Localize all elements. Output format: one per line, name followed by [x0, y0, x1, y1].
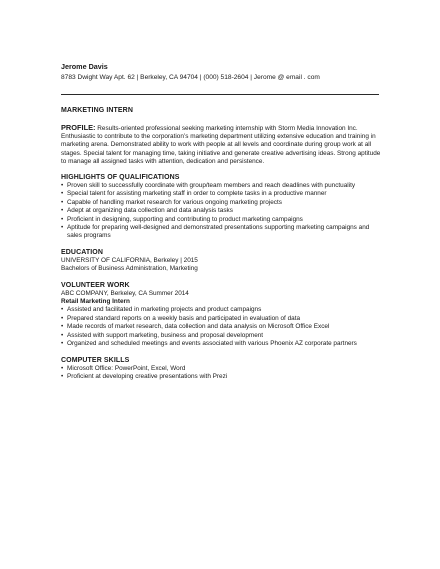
- skills-section: [61, 356, 381, 382]
- list-item: • Microsoft Office: PowerPoint, Excel, Word: [61, 365, 381, 373]
- skills-title: COMPUTER SKILLS: [61, 356, 130, 364]
- candidate-name: Jerome Davis: [61, 62, 108, 71]
- resume-body: [61, 106, 381, 381]
- degree-line: Bachelors of Business Administration, Marketing: [61, 265, 198, 273]
- education-title: EDUCATION: [61, 248, 103, 256]
- volunteer-section: [61, 281, 381, 349]
- volunteer-org: ABC COMPANY, Berkeley, CA Summer 2014: [61, 289, 189, 297]
- profile-paragraph: [61, 124, 381, 166]
- resume-header: [61, 62, 320, 83]
- education-section: [61, 248, 381, 274]
- list-item: • Assisted with support marketing, business and proposal development: [61, 332, 381, 340]
- volunteer-list: [61, 306, 381, 348]
- list-item: • Assisted and facilitated in marketing projects and product campaigns: [61, 306, 381, 314]
- profile-text: Results-oriented professional seeking marketing internship with Storm Media Innovation Inc. Enthusiastic to contribute to the corporation’s marketing department utilizing extensive education and training in marketing arena. Demonstrated ability to work with people at all levels and coordinate during group work at all stages. Special talent for managing time, taking initiative and generate creative advertising ideas. Strong aptitude to manage all assigned tasks with attention, dedication and persistence.: [61, 125, 381, 165]
- highlights-title: HIGHLIGHTS OF QUALIFICATIONS: [61, 174, 180, 182]
- list-item: • Special talent for assisting marketing staff in order to complete tasks in a productive manner: [61, 190, 381, 198]
- list-item: • Proven skill to successfully coordinate with group/team members and reach deadlines with punctuality: [61, 182, 381, 190]
- list-item: • Proficient in designing, supporting and contributing to product marketing campaigns: [61, 216, 381, 224]
- list-item: • Proficient at developing creative presentations with Prezi: [61, 373, 381, 381]
- volunteer-title: VOLUNTEER WORK: [61, 281, 130, 289]
- objective-title: MARKETING INTERN: [61, 107, 133, 114]
- highlights-list: [61, 182, 381, 241]
- volunteer-role: Retail Marketing Intern: [61, 298, 130, 306]
- list-item: • Adept at organizing data collection and data analysis tasks: [61, 207, 381, 215]
- list-item: • Capable of handling market research for various ongoing marketing projects: [61, 199, 381, 207]
- list-item: • Made records of market research, data collection and data analysis on Microsoft Office Excel: [61, 323, 381, 331]
- list-item: • Prepared standard reports on a weekly basis and participated in evaluation of data: [61, 315, 381, 323]
- profile-label: PROFILE:: [61, 123, 96, 132]
- objective-section: [61, 106, 381, 166]
- school-line: UNIVERSITY OF CALIFORNIA, Berkeley | 2015: [61, 256, 198, 264]
- list-item: • Organized and scheduled meetings and events associated with various Phoenix AZ corporate partners: [61, 340, 381, 348]
- list-item: • Aptitude for preparing well-designed and demonstrated presentations supporting marketing campaigns and sales programs: [61, 224, 381, 241]
- skills-list: [61, 365, 381, 382]
- contact-line: 8783 Dwight Way Apt. 62 | Berkeley, CA 94704 | (000) 518-2604 | Jerome @ email . com: [61, 74, 320, 81]
- highlights-section: [61, 173, 381, 241]
- header-divider: [61, 94, 379, 95]
